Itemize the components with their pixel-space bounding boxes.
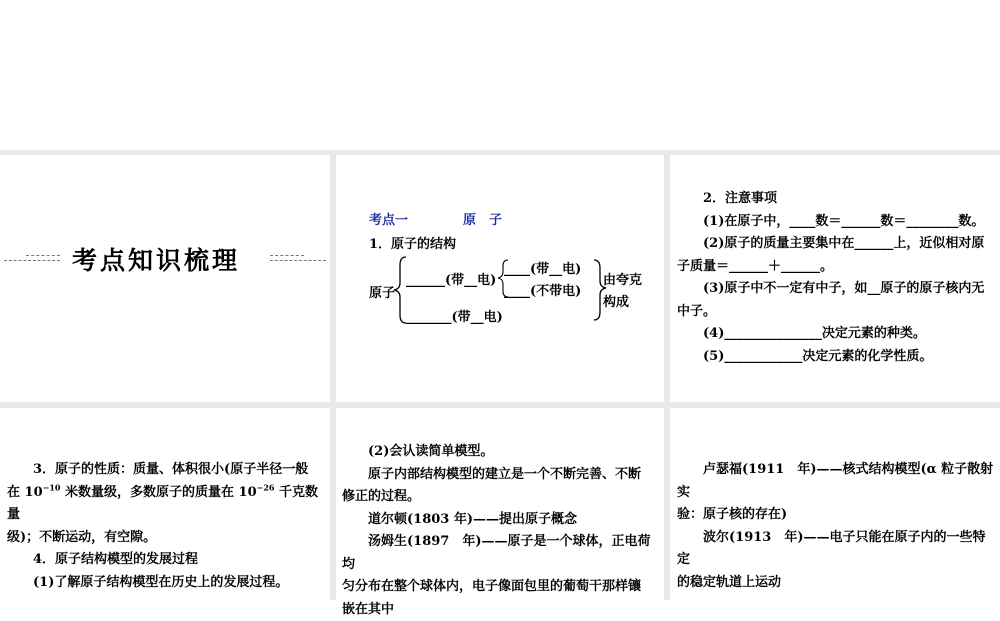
rutherford-line1: 卢瑟福(1911 年)——核式结构模型(α 粒子散射实 — [677, 459, 997, 504]
note-4: (4)_______________决定元素的种类。 — [677, 323, 995, 346]
nucleus-item: ______(带__电) — [406, 269, 496, 288]
proton-item: ____(带__电) — [504, 258, 581, 277]
kaodian-title: 原 子 — [463, 209, 502, 228]
thomson-line1: 汤姆生(1897 年)——原子是一个球体，正电荷均 — [342, 531, 660, 576]
note-3-line2: 中子。 — [677, 301, 995, 324]
note-3-line1: (3)原子中不一定有中子，如__原子的原子核内无 — [677, 278, 995, 301]
left-dashed-decoration — [4, 255, 60, 261]
bohr-line2: 的稳定轨道上运动 — [677, 572, 997, 595]
note-1: (1)在原子中，____数＝______数＝________数。 — [677, 211, 995, 234]
property-line1: 3．原子的性质：质量、体积很小(原子半径一般 — [7, 459, 327, 482]
notes-panel[interactable] — [670, 155, 1000, 402]
model-history-title: 4．原子结构模型的发展过程 — [7, 549, 327, 572]
rutherford-line2: 验：原子核的存在) — [677, 504, 997, 527]
slide-title-panel[interactable] — [0, 155, 330, 402]
notes-title: 2．注意事项 — [677, 188, 995, 211]
neutron-item: ____(不带电) — [504, 280, 581, 299]
rutherford-bohr-panel[interactable] — [670, 408, 1000, 600]
reading-line2b: 修正的过程。 — [342, 486, 660, 509]
note-2-line1: (2)原子的质量主要集中在______上，近似相对原 — [677, 233, 995, 256]
note-2-line2: 子质量＝______＋______。 — [677, 256, 995, 279]
atom-structure-panel[interactable] — [336, 155, 664, 402]
quark-note-line1: 由夸克 — [603, 269, 642, 288]
bohr-line1: 波尔(1913 年)——电子只能在原子内的一些特定 — [677, 527, 997, 572]
left-brace — [394, 257, 406, 323]
dalton-line: 道尔顿(1803 年)——提出原子概念 — [342, 509, 660, 532]
kaodian-label: 考点一 — [369, 209, 408, 228]
right-dashed-decoration — [270, 255, 326, 261]
slide-heading: 考点知识梳理 — [72, 241, 240, 277]
property-line2: 在 $10^{-10}$ 米数量级，多数原子的质量在 $10^{-26}$ 千克数量 — [7, 482, 327, 527]
thomson-line2: 匀分布在整个球体内，电子像面包里的葡萄干那样镶 — [342, 576, 660, 599]
note-5: (5)____________决定元素的化学性质。 — [677, 346, 995, 369]
model-reading-panel[interactable] — [336, 408, 664, 600]
electron-item: _______(带__电) — [406, 306, 503, 325]
section-heading: 1．原子的结构 — [369, 233, 456, 252]
diagram-root-label: 原子 — [369, 282, 395, 301]
property-line3: 级)；不断运动，有空隙。 — [7, 527, 327, 550]
model-history-item1: (1)了解原子结构模型在历史上的发展过程。 — [7, 572, 327, 595]
atom-properties-panel[interactable] — [0, 408, 330, 600]
thomson-line3: 嵌在其中 — [342, 599, 660, 621]
reading-line2a: 原子内部结构模型的建立是一个不断完善、不断 — [342, 464, 660, 487]
reading-line1: (2)会认读简单模型。 — [342, 441, 660, 464]
quark-note-line2: 构成 — [603, 291, 629, 310]
